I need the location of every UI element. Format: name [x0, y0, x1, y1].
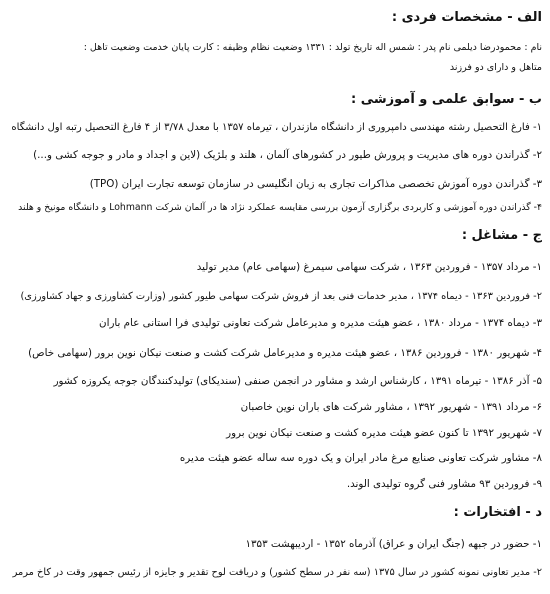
education-item: ۴- گذراندن دوره آموزشی و کاربردی برگزاری آزمون بررسی مقایسه عملکرد نژاد ها در آلمان شرکت Lohmann و دانشگاه مونیخ و هلند	[18, 202, 542, 213]
section-a-title: الف - مشخصات فردی :	[391, 10, 542, 25]
job-item: ۱- مرداد ۱۳۵۷ - فروردین ۱۳۶۳ ، شرکت سهامی سیمرغ (سهامی عام) مدیر تولید	[196, 261, 542, 273]
job-item: ۷- شهریور ۱۳۹۲ تا کنون عضو هیئت مدیره کشت و صنعت نیکان نوین برور	[226, 427, 542, 439]
job-item: ۴- شهریور ۱۳۸۰ - فروردین ۱۳۸۶ ، عضو هیئت مدیره و مدیرعامل شرکت کشت و صنعت نیکان نوین برور (سهامی خاص)	[28, 347, 542, 359]
education-item: ۳- گذراندن دوره آموزش تخصصی مذاکرات تجاری به زبان انگلیسی در سازمان توسعه تجارت ایران (TPO)	[89, 178, 542, 190]
section-b-title: ب - سوابق علمی و آموزشی :	[350, 92, 542, 107]
personal-info-line: نام : محمودرضا دیلمی نام پدر : شمس اله تاریخ تولد : ۱۳۳۱ وضعیت نظام وظیفه : کارت پایان خدمت وضعیت تاهل :	[83, 42, 542, 53]
job-item: ۲- فروردین ۱۳۶۳ - دیماه ۱۳۷۴ ، مدیر خدمات فنی بعد از فروش شرکت سهامی طیور کشور (وزارت کشاورزی و جهاد کشاورزی)	[20, 291, 542, 302]
job-item: ۸- مشاور شرکت تعاونی صنایع مرغ مادر ایران و یک دوره سه ساله عضو هیئت مدیره	[179, 452, 542, 464]
job-item: ۹- فروردین ۹۳ مشاور فنی گروه تولیدی الوند.	[346, 478, 542, 490]
marital-status: متاهل و دارای دو فرزند	[449, 62, 542, 73]
honor-item: ۲- مدیر تعاونی نمونه کشور در سال ۱۳۷۵ (سه نفر در سطح کشور) و دریافت لوح تقدیر و جایزه از رئیس جمهور وقت در کاخ مرمر	[12, 567, 542, 578]
job-item: ۶- مرداد ۱۳۹۱ - شهریور ۱۳۹۲ ، مشاور شرکت های باران نوین خاصبان	[240, 401, 542, 413]
honor-item: ۱- حضور در جبهه (جنگ ایران و عراق) آذرماه ۱۳۵۲ - اردیبهشت ۱۳۵۳	[245, 538, 542, 550]
section-d-title: د - افتخارات :	[453, 505, 542, 520]
education-item: ۲- گذراندن دوره های مدیریت و پرورش طیور در کشورهای آلمان ، هلند و بلژیک (لاین و اجداد و مادر و جوجه کشی و...)	[33, 149, 542, 161]
education-item: ۱- فارغ التحصیل رشته مهندسی دامپروری از دانشگاه مازندران ، تیرماه ۱۳۵۷ با معدل ۳/۷۸ از ۴ فارغ التحصیل رتبه اول دانشگاه	[11, 122, 542, 133]
job-item: ۵- آذر ۱۳۸۶ - تیرماه ۱۳۹۱ ، کارشناس ارشد و مشاور در انجمن صنفی (سندیکای) تولیدکنندگان جوجه یکروزه کشور	[53, 375, 542, 387]
job-item: ۳- دیماه ۱۳۷۴ - مرداد ۱۳۸۰ ، عضو هیئت مدیره و مدیرعامل شرکت تعاونی تولیدی فرا استانی عام باران	[99, 317, 542, 329]
section-c-title: ج - مشاغل :	[461, 228, 542, 243]
